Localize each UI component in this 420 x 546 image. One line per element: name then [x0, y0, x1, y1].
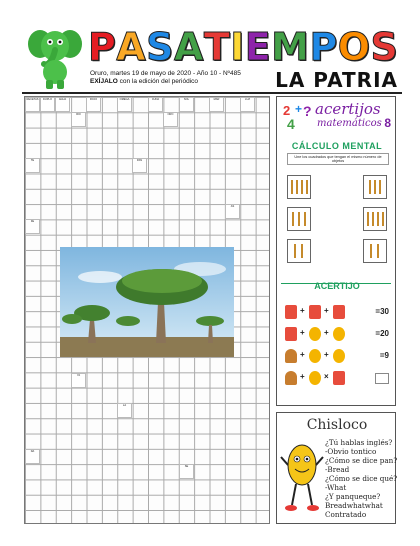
drink-icon: [285, 305, 297, 319]
crossword-clue: YA: [71, 373, 86, 388]
chisloco-line: ¿Cómo se dice pan?: [325, 456, 398, 465]
title-letter: P: [88, 25, 116, 69]
issue-note-bold: EXÍJALO: [90, 78, 118, 85]
counting-box: [287, 175, 311, 199]
burger-icon: [285, 371, 297, 385]
counting-box: [287, 239, 311, 263]
plus-icon: +: [324, 350, 329, 359]
issue-date-line: Oruro, martes 19 de mayo de 2020 - Año 10 - Nº485: [90, 70, 241, 77]
acertijos-title: acertijos: [315, 100, 381, 118]
drink-icon: [285, 327, 297, 341]
fries-icon: [309, 371, 321, 385]
objects-icon: [288, 240, 310, 262]
acertijos-subtitle: matemáticos: [317, 118, 382, 129]
chisloco-line: ¿Cómo se dice qué?: [325, 474, 398, 483]
equation-row: [285, 347, 389, 365]
crossword-clue: SE: [179, 464, 194, 479]
crossword-clue: ROJO: [86, 97, 101, 112]
title-letter: A: [173, 25, 204, 69]
crossword-clue: AGUA: [55, 97, 70, 112]
chisloco-line: -What: [325, 483, 347, 492]
svg-text:+: +: [295, 102, 303, 116]
equation-row: [285, 325, 389, 343]
fries-icon: [333, 349, 345, 363]
svg-text:2: 2: [283, 103, 291, 118]
crossword-clue: FE: [25, 219, 40, 234]
objects-icon: [364, 240, 386, 262]
title-letter: M: [271, 25, 309, 69]
chisloco-line: Breadwhatwhat: [325, 501, 383, 510]
crossword-clue: OMEGA: [117, 97, 132, 112]
crossword-clue: CUNA: [148, 97, 163, 112]
calculo-mental-instruction: Une los cuadrados que tengan el mismo número de objetos: [287, 153, 389, 165]
crossword-clue: DUPLO: [40, 97, 55, 112]
objects-icon: [364, 176, 386, 198]
chisloco-character-icon: [279, 439, 325, 519]
counting-box: [363, 239, 387, 263]
newspaper-name: LA PATRIA: [275, 68, 398, 92]
svg-text:?: ?: [303, 103, 312, 119]
equation-row: [285, 369, 389, 387]
title-letter: I: [230, 25, 245, 69]
page-header: [0, 0, 420, 96]
crossword-clue: DA: [25, 449, 40, 464]
dragon-tree-photo: [60, 247, 234, 357]
crossword-clue: TE: [25, 158, 40, 173]
crossword-clue: LA: [117, 403, 132, 418]
fries-icon: [309, 327, 321, 341]
elephant-mascot-icon: [26, 22, 84, 90]
equation-result: =20: [375, 329, 389, 338]
equation-result: =9: [379, 351, 389, 360]
acertijos-panel: [276, 96, 396, 406]
objects-icon: [288, 176, 310, 198]
fries-icon: [333, 327, 345, 341]
page-title: [88, 22, 398, 72]
issue-note: [90, 78, 241, 86]
chisloco-line: ¿Tú hablas inglés?: [325, 438, 393, 447]
title-letter: E: [244, 25, 271, 69]
drink-icon: [333, 305, 345, 319]
acertijo-title: ACERTIJO: [314, 281, 360, 291]
counting-box: [287, 207, 311, 231]
answer-box[interactable]: [375, 373, 389, 384]
drink-icon: [309, 305, 321, 319]
crossword-clue: MAR: [209, 97, 224, 112]
counting-box: [363, 175, 387, 199]
crossword-clue: RIO: [71, 112, 86, 127]
chisloco-title: Chisloco: [306, 417, 368, 433]
times-icon: ×: [324, 372, 329, 381]
title-letter: P: [309, 25, 338, 69]
numbers-icon: [281, 101, 315, 131]
chisloco-line: ¿Y panqueque?: [325, 492, 381, 501]
plus-icon: +: [300, 328, 305, 337]
header-divider: [22, 92, 402, 94]
title-letter: A: [116, 25, 146, 69]
issue-info: [90, 70, 241, 86]
crossword-clue: LUZ: [240, 97, 255, 112]
calculo-mental-title: CÁLCULO MENTAL: [291, 141, 383, 151]
crossword-clue: SOL: [179, 97, 194, 112]
equation-row: [285, 303, 389, 321]
acertijos-number: 8: [384, 116, 391, 130]
chisloco-line: Contratado: [325, 510, 367, 519]
chisloco-line: -Bread: [325, 465, 350, 474]
fries-icon: [309, 349, 321, 363]
crossword-clue: PAN: [132, 158, 147, 173]
equation-result: =30: [375, 307, 389, 316]
plus-icon: +: [300, 350, 305, 359]
plus-icon: +: [324, 328, 329, 337]
chisloco-panel: [276, 412, 396, 524]
drink-icon: [333, 371, 345, 385]
title-letter: S: [146, 25, 174, 69]
plus-icon: +: [300, 306, 305, 315]
svg-text:4: 4: [287, 116, 295, 131]
crossword-clue: AS: [225, 204, 240, 219]
title-letter: O: [337, 25, 371, 69]
plus-icon: +: [300, 372, 305, 381]
burger-icon: [285, 349, 297, 363]
issue-note-rest: con la edición del periódico: [119, 78, 199, 85]
title-letter: S: [370, 25, 398, 69]
title-letter: T: [203, 25, 230, 69]
objects-icon: [364, 208, 386, 230]
objects-icon: [288, 208, 310, 230]
counting-box: [363, 207, 387, 231]
crossword-clue: ORO: [163, 112, 178, 127]
chisloco-line: -Obvio tontico: [325, 447, 377, 456]
crossword-clue: RECETAS: [25, 97, 40, 112]
plus-icon: +: [324, 306, 329, 315]
